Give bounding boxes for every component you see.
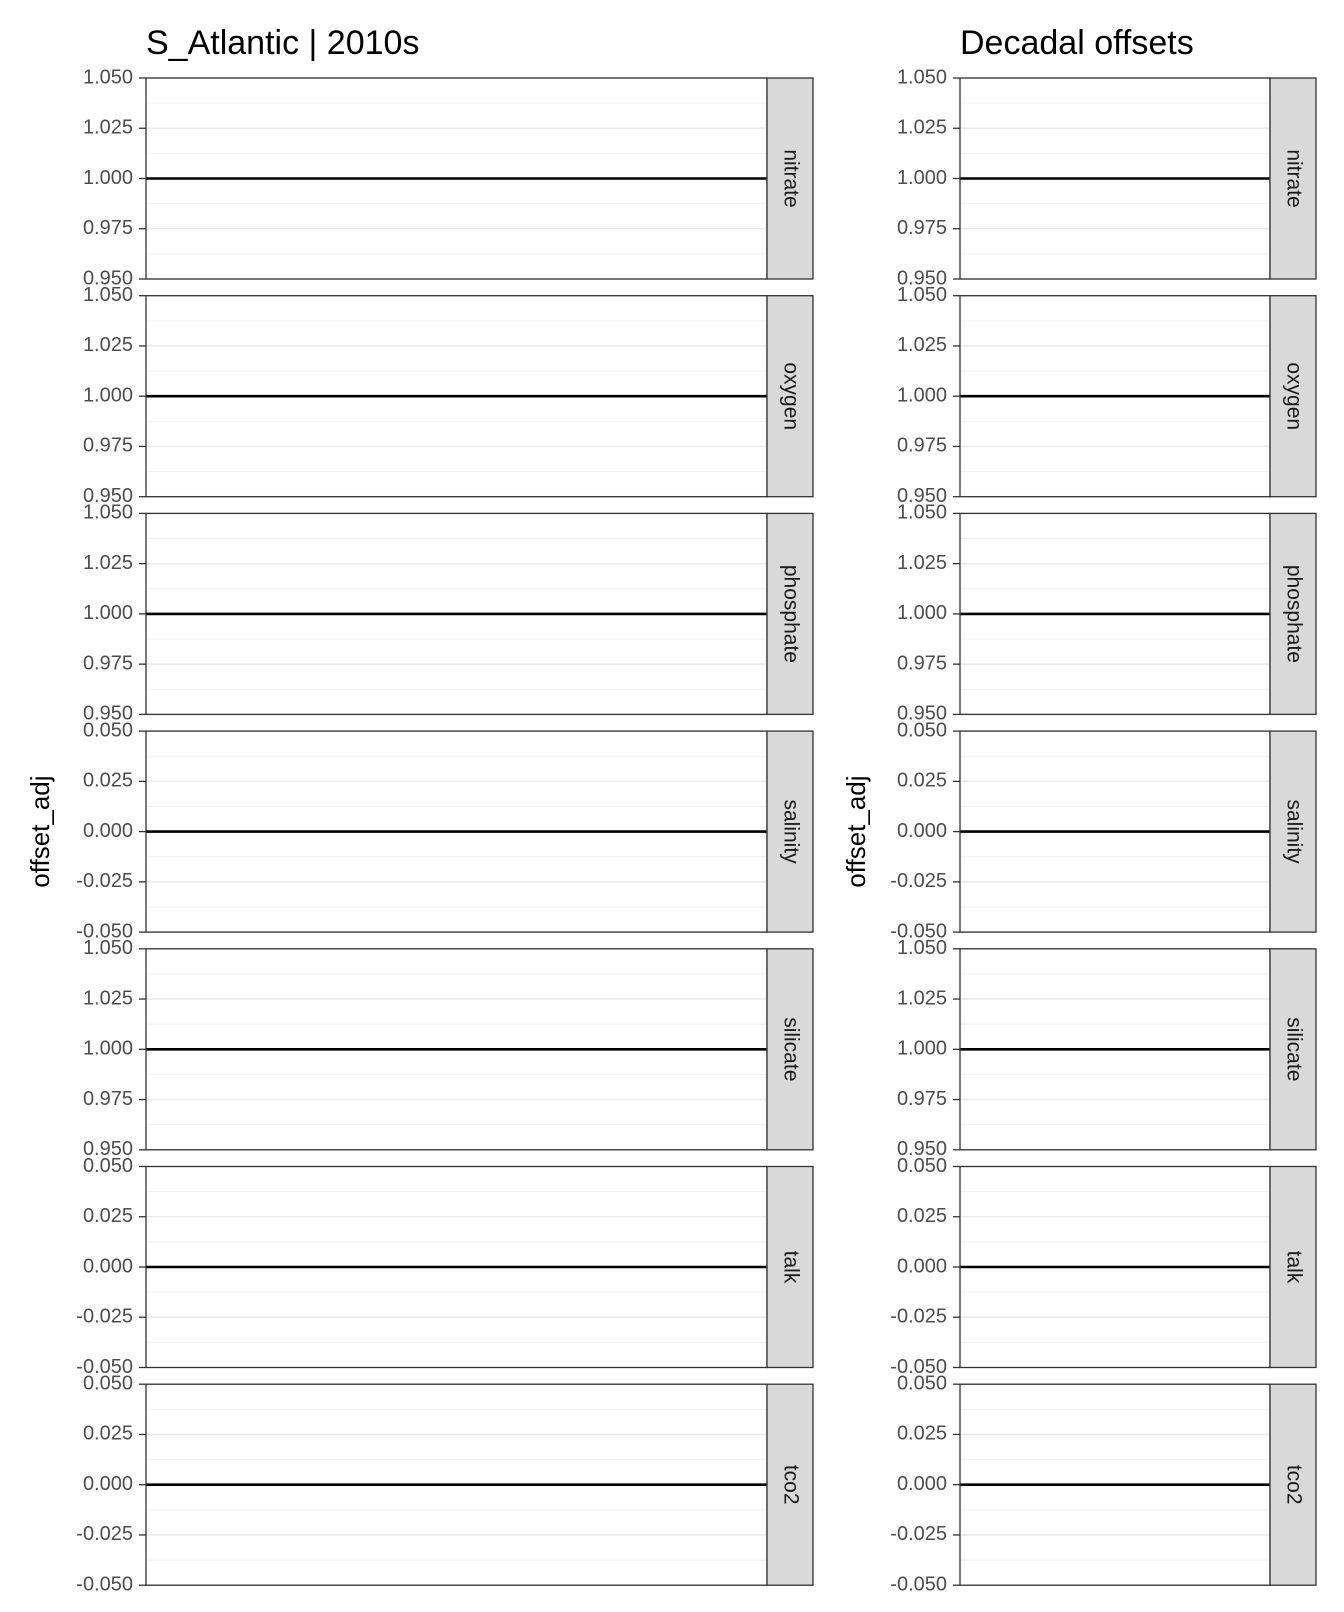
y-tick-label: 0.950 <box>896 702 947 725</box>
facet-salinity <box>890 719 1316 942</box>
facet-strip-label: oxygen <box>1282 362 1306 431</box>
chart-panel-2 <box>841 24 1316 1595</box>
facet-strip-label: phosphate <box>779 564 803 663</box>
y-tick-label: -0.025 <box>890 1523 947 1546</box>
y-tick-label: -0.025 <box>890 1305 947 1328</box>
facet-strip-label: salinity <box>1282 799 1306 864</box>
facet-strip-label: tco2 <box>1282 1464 1306 1505</box>
y-tick-label: 0.950 <box>82 267 133 290</box>
facet-strip-label: phosphate <box>1282 564 1306 663</box>
y-tick-label: 1.050 <box>82 283 133 306</box>
facet-phosphate <box>897 502 1316 725</box>
y-tick-label: 0.000 <box>82 1255 133 1278</box>
y-tick-label: 0.025 <box>82 1422 133 1445</box>
y-tick-label: 1.000 <box>896 384 947 407</box>
y-tick-label: 0.050 <box>896 1372 947 1395</box>
y-tick-label: 1.050 <box>82 501 133 524</box>
y-tick-label: 0.000 <box>82 1472 133 1495</box>
y-tick-label: 0.000 <box>896 1255 947 1278</box>
y-tick-label: 0.975 <box>82 217 133 240</box>
y-tick-label: 0.000 <box>896 819 947 842</box>
y-tick-label: 0.950 <box>82 1138 133 1161</box>
y-tick-label: 0.025 <box>82 769 133 792</box>
facet-nitrate <box>897 66 1316 289</box>
facet-strip-label: silicate <box>779 1017 803 1082</box>
facet-silicate <box>897 937 1316 1160</box>
facet-strip-label: tco2 <box>779 1464 803 1505</box>
y-tick-label: 1.025 <box>896 987 947 1010</box>
y-tick-label: 0.950 <box>896 1138 947 1161</box>
chart-panel-1 <box>25 24 813 1595</box>
facet-phosphate <box>83 502 813 725</box>
facet-nitrate <box>83 66 813 289</box>
y-tick-label: 1.025 <box>82 334 133 357</box>
y-tick-label: 0.025 <box>896 1422 947 1445</box>
y-axis-title: offset_adj <box>840 775 871 888</box>
facet-strip-label: talk <box>779 1250 803 1284</box>
y-tick-label: 0.975 <box>896 1087 947 1110</box>
facet-talk <box>76 1155 813 1378</box>
facet-silicate <box>83 937 813 1160</box>
y-tick-label: 1.050 <box>896 283 947 306</box>
y-tick-label: -0.025 <box>76 1523 133 1546</box>
y-tick-label: -0.025 <box>890 870 947 893</box>
y-tick-label: 0.050 <box>82 1154 133 1177</box>
y-tick-label: -0.050 <box>76 1573 133 1596</box>
facet-strip-label: oxygen <box>779 362 803 431</box>
facet-salinity <box>76 719 813 942</box>
y-tick-label: 1.000 <box>896 166 947 189</box>
y-tick-label: 0.975 <box>82 652 133 675</box>
y-tick-label: 1.000 <box>82 602 133 625</box>
y-tick-label: 0.975 <box>896 652 947 675</box>
y-tick-label: 1.025 <box>82 551 133 574</box>
y-tick-label: 1.025 <box>896 116 947 139</box>
y-tick-label: 1.000 <box>82 1037 133 1060</box>
y-tick-label: 0.025 <box>82 1205 133 1228</box>
y-tick-label: 1.025 <box>82 987 133 1010</box>
y-tick-label: 1.025 <box>896 334 947 357</box>
y-tick-label: 0.025 <box>896 1205 947 1228</box>
y-tick-label: 0.975 <box>82 1087 133 1110</box>
facet-strip-label: nitrate <box>1282 149 1306 208</box>
facet-strip-label: talk <box>1282 1250 1306 1284</box>
y-tick-label: 1.000 <box>896 1037 947 1060</box>
facet-strip-label: nitrate <box>779 149 803 208</box>
y-tick-label: 0.050 <box>896 719 947 742</box>
chart-title: Decadal offsets <box>960 24 1194 62</box>
y-tick-label: 0.975 <box>82 434 133 457</box>
y-tick-label: 0.050 <box>82 719 133 742</box>
y-tick-label: 0.050 <box>896 1154 947 1177</box>
y-tick-label: 1.000 <box>896 602 947 625</box>
y-tick-label: 0.950 <box>896 484 947 507</box>
facet-talk <box>890 1155 1316 1378</box>
y-tick-label: 0.950 <box>896 267 947 290</box>
y-tick-label: 1.025 <box>82 116 133 139</box>
y-tick-label: 1.050 <box>896 937 947 960</box>
y-tick-label: 0.050 <box>82 1372 133 1395</box>
y-tick-label: 1.050 <box>896 501 947 524</box>
y-tick-label: 1.000 <box>82 384 133 407</box>
y-tick-label: 0.975 <box>896 434 947 457</box>
facet-oxygen <box>83 284 813 507</box>
y-tick-label: 0.000 <box>896 1472 947 1495</box>
facet-oxygen <box>897 284 1316 507</box>
chart-title: S_Atlantic | 2010s <box>146 24 420 62</box>
y-tick-label: 1.050 <box>82 937 133 960</box>
y-tick-label: 1.050 <box>82 66 133 89</box>
facet-tco2 <box>76 1372 813 1595</box>
y-tick-label: 0.950 <box>82 484 133 507</box>
y-tick-label: 0.950 <box>82 702 133 725</box>
y-tick-label: 1.000 <box>82 166 133 189</box>
y-tick-label: -0.050 <box>76 1355 133 1378</box>
y-tick-label: -0.050 <box>890 920 947 943</box>
facet-tco2 <box>890 1372 1316 1595</box>
y-tick-label: -0.050 <box>890 1355 947 1378</box>
y-tick-label: 1.025 <box>896 551 947 574</box>
y-tick-label: -0.050 <box>890 1573 947 1596</box>
y-tick-label: -0.025 <box>76 870 133 893</box>
y-tick-label: 1.050 <box>896 66 947 89</box>
y-tick-label: -0.025 <box>76 1305 133 1328</box>
facet-strip-label: salinity <box>779 799 803 864</box>
y-tick-label: 0.000 <box>82 819 133 842</box>
y-tick-label: 0.975 <box>896 217 947 240</box>
y-tick-label: 0.025 <box>896 769 947 792</box>
facet-strip-label: silicate <box>1282 1017 1306 1082</box>
y-tick-label: -0.050 <box>76 920 133 943</box>
y-axis-title: offset_adj <box>24 775 55 888</box>
